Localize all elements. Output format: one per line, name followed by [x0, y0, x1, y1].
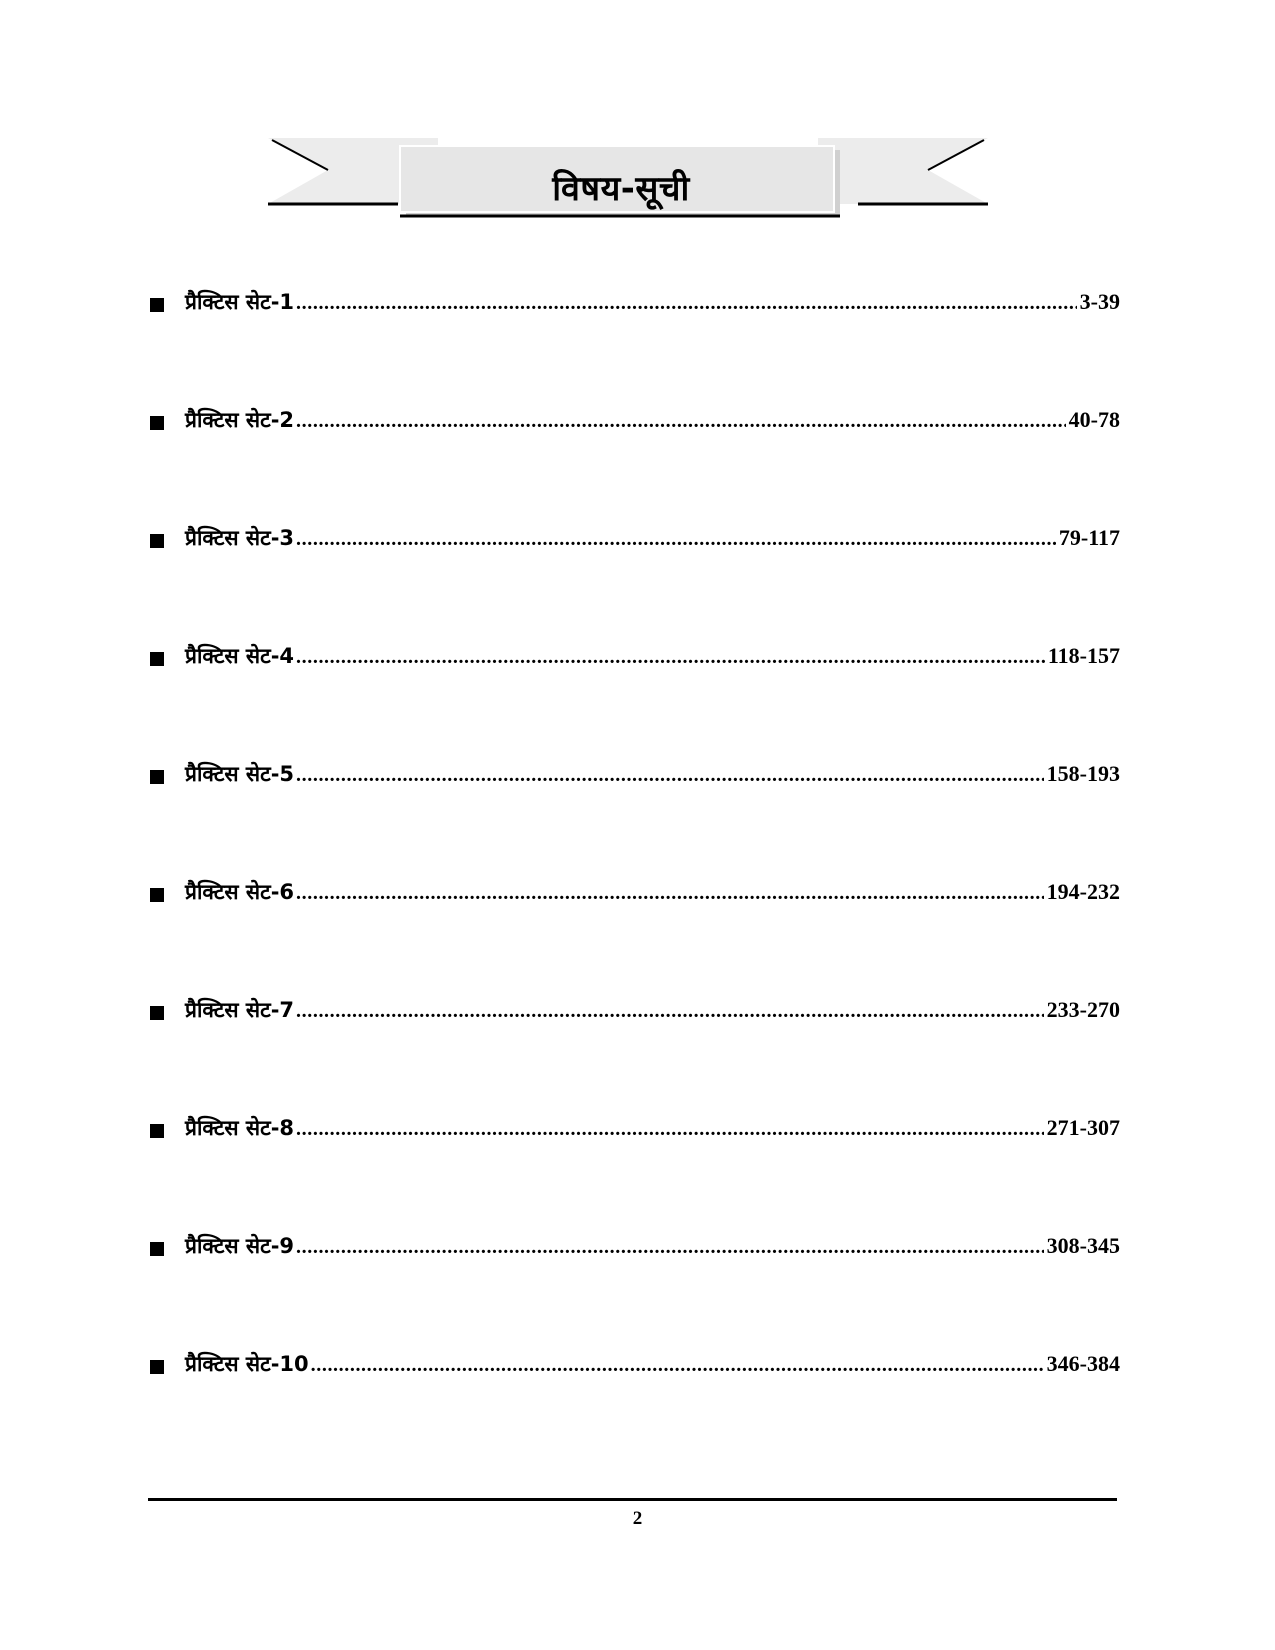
toc-entry-label: प्रैक्टिस सेट-8	[185, 1116, 295, 1140]
toc-entry-label: प्रैक्टिस सेट-3	[185, 526, 295, 550]
toc-entry-label: प्रैक्टिस सेट-10	[185, 1352, 309, 1376]
toc-entry-label: प्रैक्टिस सेट-7	[185, 998, 295, 1022]
dot-leader	[311, 1354, 1044, 1377]
square-bullet-icon	[150, 534, 164, 548]
toc-entry-label: प्रैक्टिस सेट-4	[185, 644, 295, 668]
toc-entry[interactable]	[150, 642, 1120, 676]
dot-leader	[296, 528, 1056, 551]
square-bullet-icon	[150, 416, 164, 430]
toc-entry-pages: 346-384	[1046, 1351, 1120, 1376]
toc-entry[interactable]	[150, 1350, 1120, 1384]
square-bullet-icon	[150, 770, 164, 784]
toc-entry-label: प्रैक्टिस सेट-9	[185, 1234, 295, 1258]
toc-entry-label: प्रैक्टिस सेट-6	[185, 880, 295, 904]
toc-entry[interactable]	[150, 878, 1120, 912]
toc-entry[interactable]	[150, 1232, 1120, 1266]
toc-entry[interactable]	[150, 1114, 1120, 1148]
toc-entry-pages: 79-117	[1058, 525, 1120, 550]
page-number: 2	[632, 1508, 643, 1529]
square-bullet-icon	[150, 298, 164, 312]
toc-entry-pages: 158-193	[1046, 761, 1120, 786]
toc-entry-pages: 40-78	[1068, 407, 1120, 432]
dot-leader	[296, 646, 1045, 669]
dot-leader	[296, 1236, 1044, 1259]
dot-leader	[296, 764, 1044, 787]
dot-leader	[296, 882, 1044, 905]
page-title: विषय-सूची	[552, 169, 690, 209]
toc-entry-pages: 308-345	[1046, 1233, 1120, 1258]
square-bullet-icon	[150, 1124, 164, 1138]
toc-entry[interactable]	[150, 760, 1120, 794]
toc-entry[interactable]	[150, 524, 1120, 558]
toc-entry[interactable]	[150, 288, 1120, 322]
toc-entry[interactable]	[150, 406, 1120, 440]
dot-leader	[296, 1000, 1044, 1023]
toc-entry-pages: 118-157	[1047, 643, 1120, 668]
toc-entry-label: प्रैक्टिस सेट-5	[185, 762, 295, 786]
toc-entry[interactable]	[150, 996, 1120, 1030]
toc-entry-pages: 271-307	[1046, 1115, 1120, 1140]
square-bullet-icon	[150, 1006, 164, 1020]
toc-entry-label: प्रैक्टिस सेट-2	[185, 408, 295, 432]
square-bullet-icon	[150, 1242, 164, 1256]
dot-leader	[296, 1118, 1044, 1141]
dot-leader	[296, 410, 1066, 433]
square-bullet-icon	[150, 652, 164, 666]
toc-entry-pages: 233-270	[1046, 997, 1120, 1022]
dot-leader	[296, 292, 1077, 315]
toc-entry-label: प्रैक्टिस सेट-1	[185, 290, 295, 314]
square-bullet-icon	[150, 1360, 164, 1374]
toc-entry-pages: 194-232	[1046, 879, 1120, 904]
square-bullet-icon	[150, 888, 164, 902]
toc-entry-pages: 3-39	[1079, 289, 1120, 314]
footer-rule	[148, 1498, 1117, 1501]
